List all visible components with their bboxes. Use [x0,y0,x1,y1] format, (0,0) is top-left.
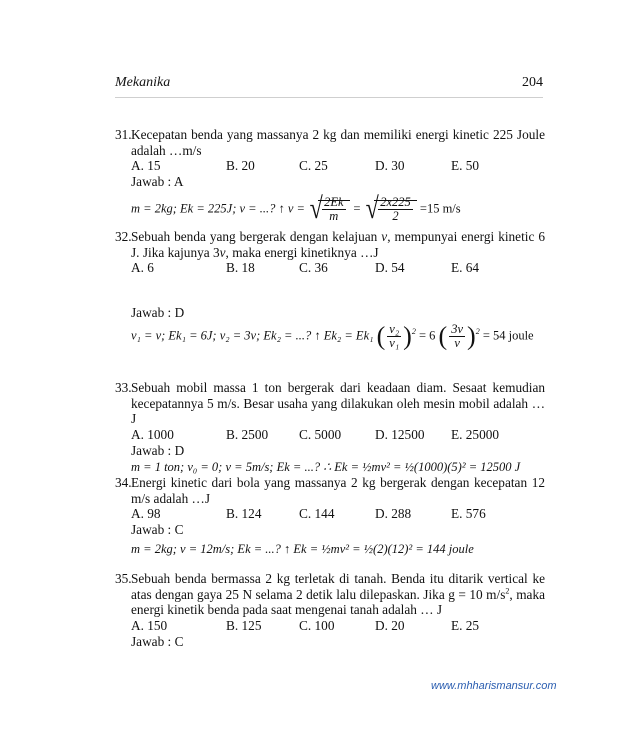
answer-options [131,260,545,276]
option-c: C. 5000 [299,426,342,442]
answer-key: Jawab : C [131,633,184,649]
page-number: 204 [522,75,543,90]
footer-url[interactable]: www.mhharismansur.com [431,680,557,692]
header-title: Mekanika [115,75,171,90]
option-e: E. 576 [451,506,486,522]
option-d: D. 20 [375,617,405,633]
solution-formula: m = 1 ton; v₀ = 0; v = 5m/s; Ek = ...? ∴ Ek = ½mv² = ½(1000)(5)² = 12500 J [131,460,521,475]
option-b: B. 20 [226,158,255,174]
answer-options [131,618,545,634]
fraction-numerator: 2Ek [324,194,344,209]
question-31 [115,127,545,223]
option-d: D. 12500 [375,426,425,442]
option-a: A. 6 [131,260,154,276]
sqrt-expression: √ $\frac{2Ek}{m}$ [308,196,349,223]
option-a: A. 150 [131,617,168,633]
option-b: B. 2500 [226,426,269,442]
question-number: 31. [115,127,132,142]
solution-formula [131,191,545,225]
option-c: C. 25 [299,158,328,174]
question-text: Energi kinetic dari bola yang massanya 2 kg bergerak dengan kecepatan 12 m/s adalah …J [131,475,545,506]
fraction-numerator: 3v [451,321,464,336]
option-e: E. 25 [451,617,480,633]
option-c: C. 100 [299,617,335,633]
formula-given: m = 2kg; Ek = 225J; v = ...? ↑ v = [131,201,305,216]
formula-given: v₁ = v; Ek₁ = 6J; v₂ = 3v; Ek₂ = ...? ↑ Ek₂ = Ek₁ [131,328,374,343]
header-divider [115,97,543,98]
solution-formula: m = 2kg; v = 12m/s; Ek = ...? ↑ Ek = ½mv² = ½(2)(12)² = 144 joule [131,541,474,556]
option-c: C. 36 [299,260,328,276]
sqrt-expression: √ $\frac{2x225}{2}$ [364,196,417,223]
exponent: 2 [411,327,416,336]
answer-key: Jawab : D [131,305,185,321]
question-text: Sebuah benda yang bergerak dengan kelajuan v, mempunyai energi kinetic 6 J. Jika kajunya 3v, maka energi kinetiknya …J [131,229,545,260]
answer-key: Jawab : A [131,174,184,190]
question-text: Kecepatan benda yang massanya 2 kg dan memiliki energi kinetic 225 Joule adalah …m/s [131,127,545,158]
option-e: E. 25000 [451,426,500,442]
question-number: 34. [115,475,132,490]
option-b: B. 125 [226,617,262,633]
option-d: D. 54 [375,260,405,276]
answer-options [131,506,545,522]
solution-formula: v₁ = v; Ek₁ = 6J; v₂ = 3v; Ek₂ = ...? ↑ Ek₂ = Ek₁ ( $\frac{\text{v₂}}{\text{v₁}}$ )$^2$ = 6 ( $\frac{3v}{v}$ )$^2$ = 54 joule [131,321,534,351]
question-32 [115,229,545,350]
question-text: Sebuah mobil massa 1 ton bergerak dari keadaan diam. Sesaat kemudian kecepatannya 5 m/s. Besar usaha yang dilakukan oleh mesin mobil adalah …J [131,380,545,427]
option-d: D. 30 [375,158,405,174]
answer-options [131,427,545,443]
option-a: A. 1000 [131,426,174,442]
question-text: Sebuah benda bermassa 2 kg terletak di tanah. Benda itu ditarik vertical ke atas dengan gaya 25 N selama 2 detik lalu dilepaskan. Jika g = 10 $m/s^2$, maka energi kinetik benda pada saat mengenai tanah adalah … J [131,571,545,618]
option-c: C. 144 [299,506,335,522]
option-e: E. 64 [451,260,480,276]
option-a: A. 98 [131,506,161,522]
fraction-denominator: v [454,335,460,350]
question-number: 33. [115,380,132,395]
option-d: D. 288 [375,506,412,522]
formula-result: =15 m/s [419,201,461,216]
fraction-denominator: m [329,208,339,223]
question-33 [115,380,545,476]
fraction-numerator: v₂ [389,321,400,336]
option-b: B. 18 [226,260,255,276]
formula-mid: = 6 [418,328,436,343]
question-34 [115,475,545,557]
answer-options [131,158,545,174]
exponent: 2 [475,327,480,336]
formula-equals: = [352,201,362,216]
option-b: B. 124 [226,506,262,522]
formula-result: = 54 joule [482,328,534,343]
fraction-denominator: v₁ [389,335,400,350]
answer-key: Jawab : C [131,522,184,538]
question-number: 32. [115,229,132,244]
question-35 [115,571,545,649]
question-number: 35. [115,571,132,586]
option-a: A. 15 [131,158,161,174]
fraction-numerator: 2x225 [380,194,411,209]
option-e: E. 50 [451,158,480,174]
answer-key: Jawab : D [131,442,185,458]
fraction-denominator: 2 [392,208,399,223]
